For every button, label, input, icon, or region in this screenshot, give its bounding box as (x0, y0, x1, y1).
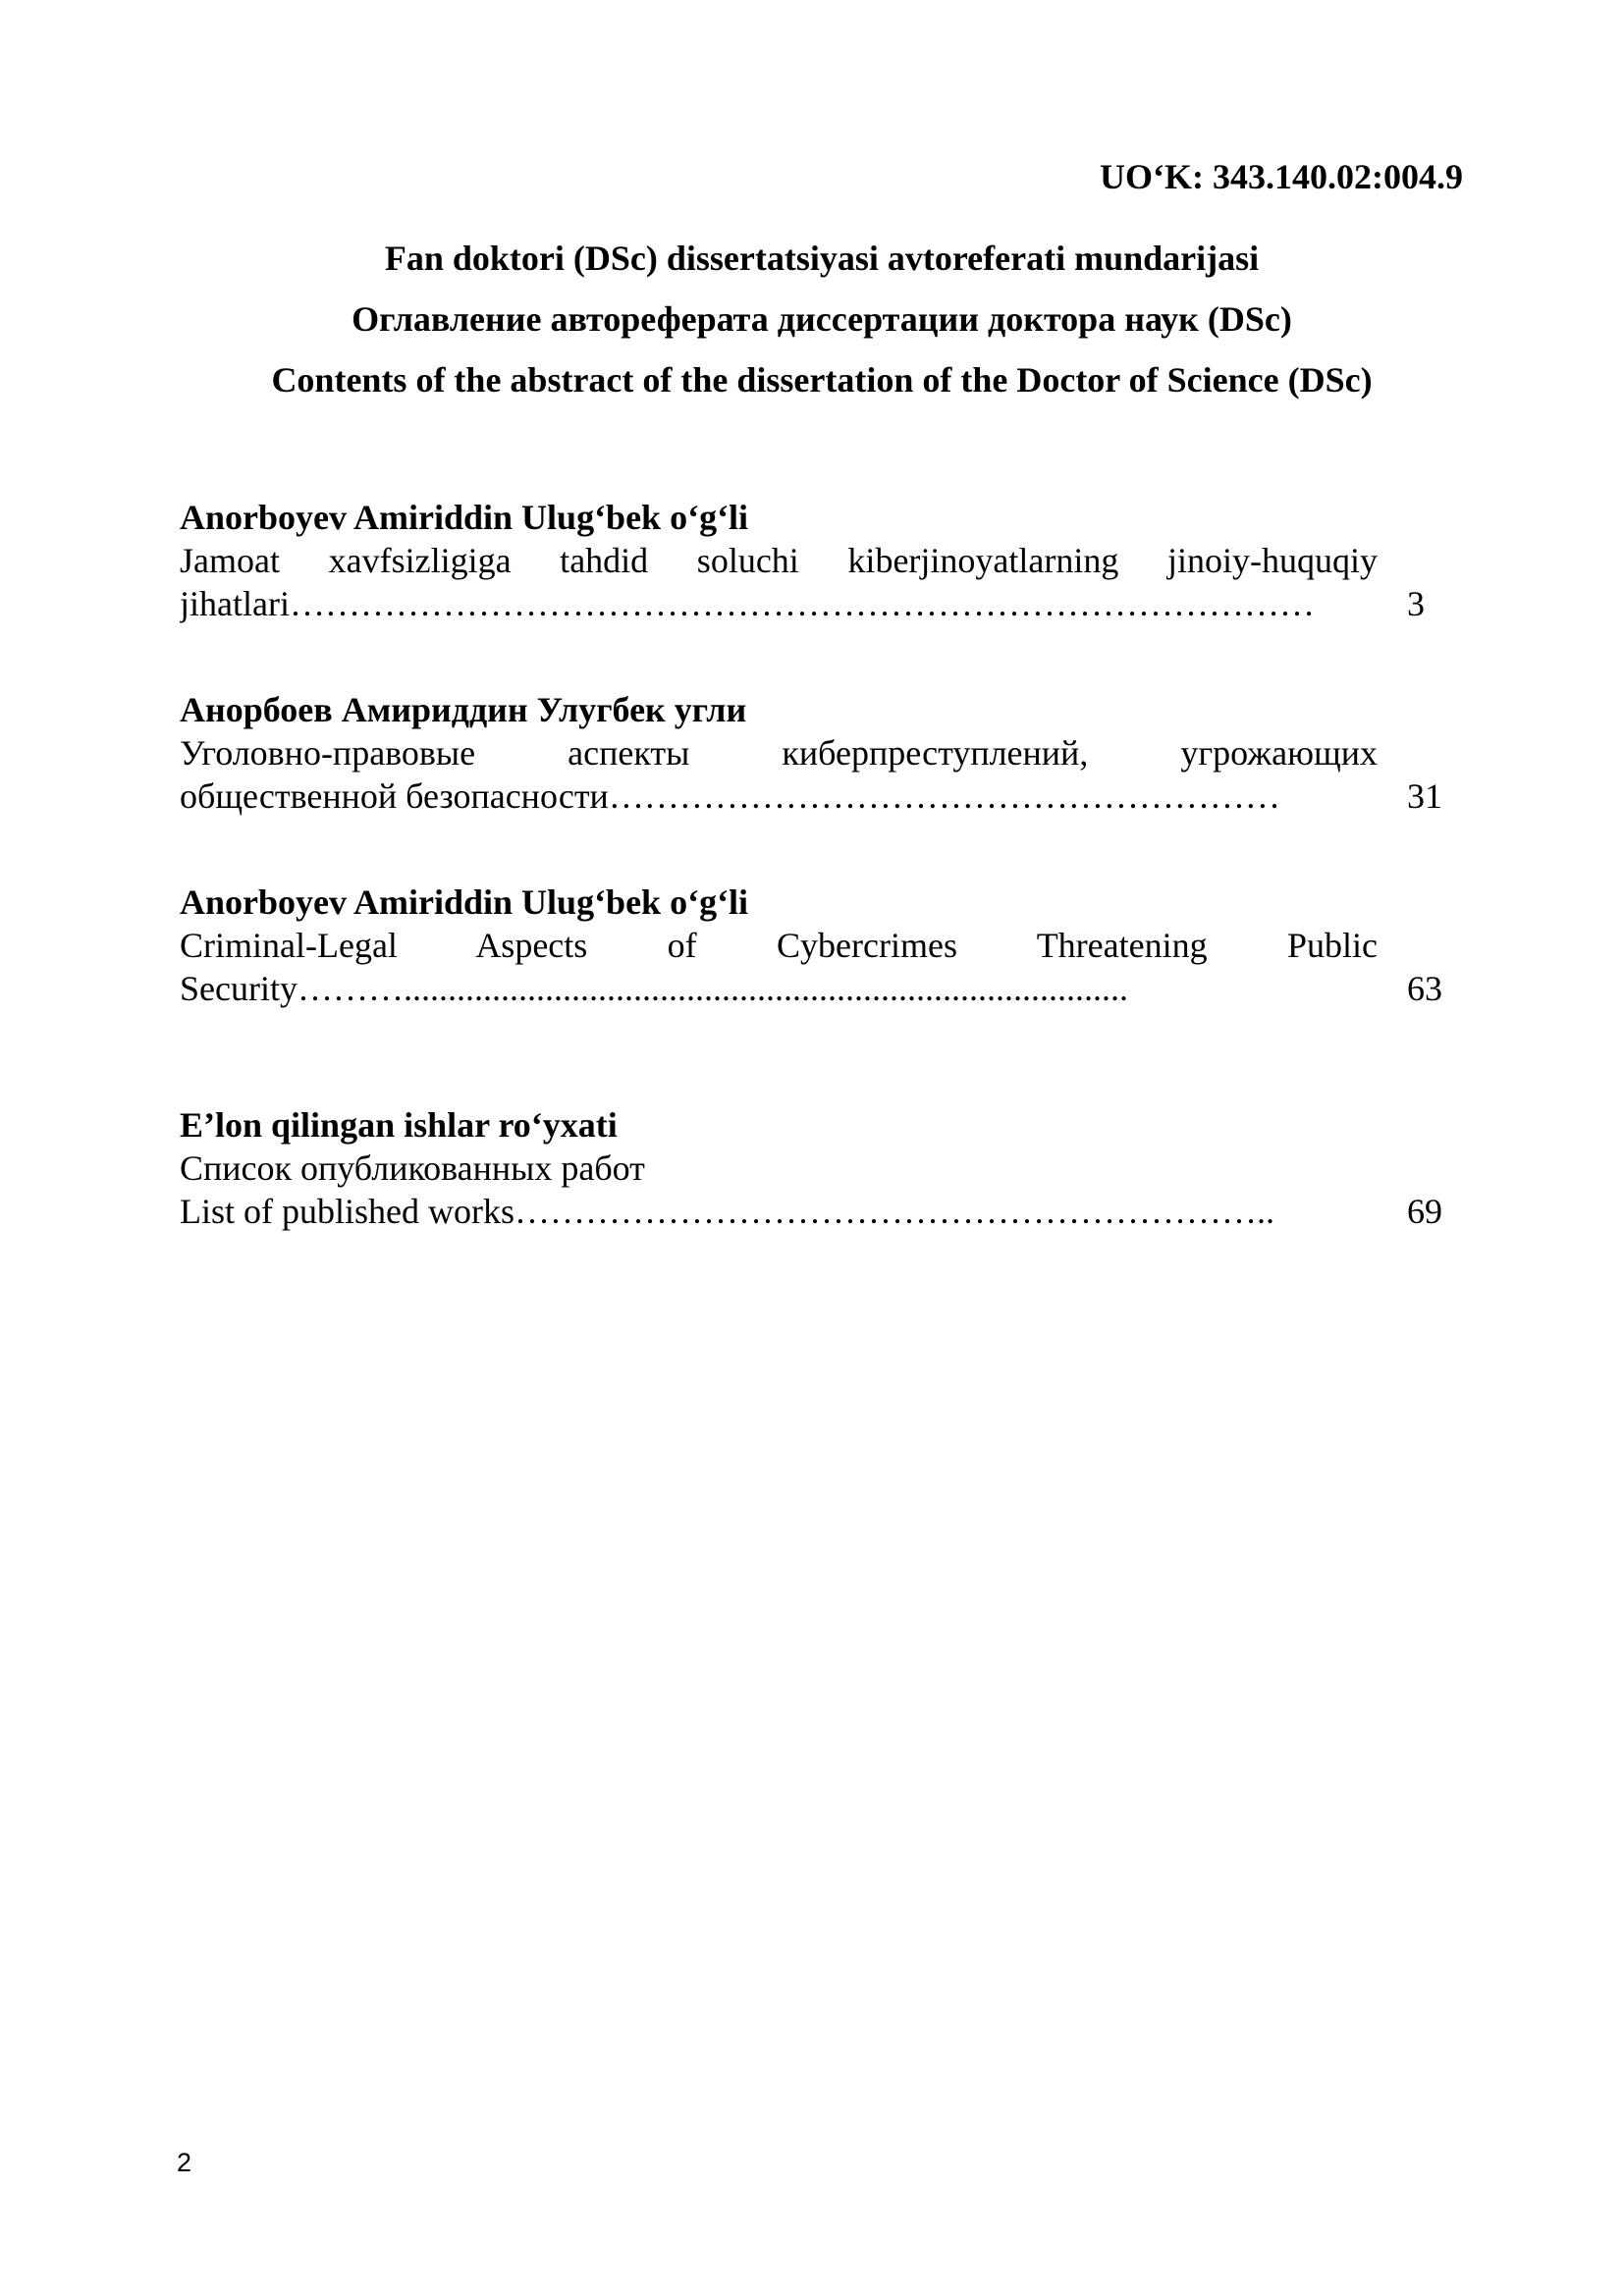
entry-leader-row (180, 967, 1446, 1010)
entry-title-leader: jihatlari…………………………………………………………………………… (180, 584, 1315, 623)
entry-title-line: Jamoat xavfsizligiga tahdid soluchi kiberjinoyatlarning jinoiy-huquqiy (180, 541, 1378, 580)
entry-author: Anorboyev Amiriddin Ulug‘bek o‘g‘li (180, 882, 749, 922)
entry-author: Анорбоев Амириддин Улугбек угли (180, 690, 747, 729)
title-russian: Оглавление автореферата диссертации доктора наук (DSc) (352, 299, 1292, 339)
entry-page-number: 63 (1407, 969, 1442, 1008)
entry-title-leader: Security……….................................................................................. (180, 969, 1128, 1008)
toc-entry-published-works (180, 1103, 1446, 1233)
published-works-english: List of published works……………………………………………………….. (180, 1192, 1274, 1231)
entry-leader-row (180, 1190, 1446, 1233)
title-english: Contents of the abstract of the dissertation of the Doctor of Science (DSc) (271, 360, 1373, 400)
page-number: 2 (177, 2148, 192, 2177)
title-uzbek: Fan doktori (DSc) dissertatsiyasi avtoreferati mundarijasi (384, 239, 1260, 278)
toc-entry-uzbek (180, 496, 1446, 625)
entry-page-number: 3 (1407, 584, 1425, 623)
entry-page-number: 69 (1407, 1192, 1442, 1231)
udc-code: UO‘K: 343.140.02:004.9 (1100, 157, 1463, 196)
entry-page-number: 31 (1407, 776, 1442, 816)
published-works-russian: Список опубликованных работ (180, 1148, 645, 1188)
entry-title-line: Criminal-Legal Aspects of Cybercrimes Threatening Public (180, 926, 1378, 965)
entry-title-line: Уголовно-правовые аспекты киберпреступлений, угрожающих (180, 733, 1378, 773)
published-works-heading: E’lon qilingan ishlar ro‘yxati (180, 1105, 618, 1145)
toc-entry-russian (180, 688, 1446, 818)
entry-title-leader: общественной безопасности………………………………………………… (180, 776, 1280, 816)
entry-author: Anorboyev Amiriddin Ulug‘bek o‘g‘li (180, 498, 749, 537)
entry-leader-row (180, 582, 1446, 625)
entry-leader-row (180, 774, 1446, 818)
title-block (157, 237, 1487, 419)
toc-entry-english (180, 881, 1446, 1010)
